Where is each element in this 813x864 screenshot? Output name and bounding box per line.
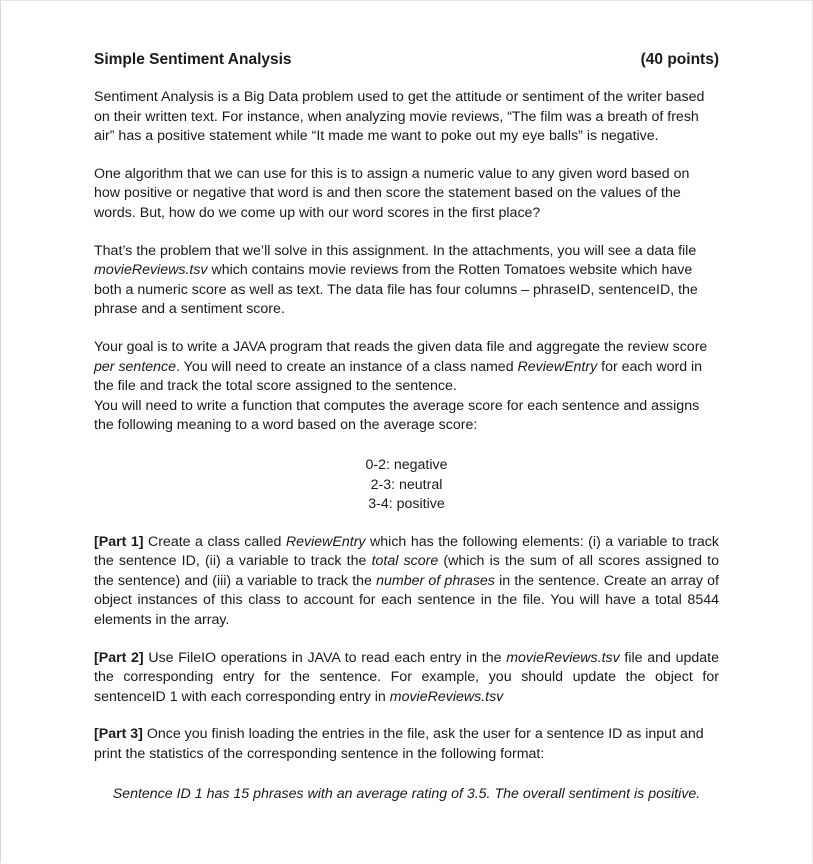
points-label: (40 points) — [640, 51, 719, 68]
part1-class-name: ReviewEntry — [285, 533, 366, 550]
part2-label: [Part 2] — [94, 649, 144, 666]
goal-class-name: ReviewEntry — [517, 358, 598, 375]
scale-item-neutral: 2-3: neutral — [370, 476, 443, 493]
data-file-name: movieReviews.tsv — [94, 262, 208, 279]
title-row — [94, 50, 719, 70]
sentiment-scale — [94, 456, 719, 515]
page-title: Simple Sentiment Analysis — [94, 51, 292, 68]
part1-number-of-phrases: number of phrases — [376, 572, 495, 589]
part1-text-b: which has the following elements: (i) a variable to track the sentence ID, (ii) a variable to track the — [94, 533, 719, 570]
part1-total-score: total score — [371, 553, 439, 570]
part1-text-d: in the sentence. Create an array of object instances of this class to account for each sentence in the file. You will have a total 8544 elements in the array. — [94, 572, 719, 629]
example-output: Sentence ID 1 has 15 phrases with an average rating of 3.5. The overall sentiment is positive. — [112, 785, 701, 802]
part1-text-c: (which is the sum of all scores assigned to the sentence) and (iii) a variable to track the — [94, 553, 719, 589]
scale-item-negative: 0-2: negative — [365, 456, 448, 473]
scale-item-positive: 3-4: positive — [368, 496, 445, 513]
part1-text-a: Create a class called — [143, 533, 286, 550]
goal-text-c: for each word in the file and track the total score assigned to the sentence. — [94, 358, 703, 395]
intro-p3-text-a: That’s the problem that we’ll solve in this assignment. In the attachments, you will see a data file — [94, 242, 697, 259]
document-body — [94, 50, 719, 804]
goal-text-a: Your goal is to write a JAVA program that reads the given data file and aggregate the review score — [94, 338, 708, 355]
intro-paragraph-2: One algorithm that we can use for this is to assign a numeric value to any given word based on how positive or negative that word is and then score the statement based on the values of the words. But, how do we come up with our word scores in the first place? — [94, 165, 690, 221]
goal-text-b: . You will need to create an instance of a class named — [176, 358, 518, 375]
goal-paragraph — [94, 338, 719, 397]
part1-paragraph — [94, 533, 719, 631]
intro-paragraph-1: Sentiment Analysis is a Big Data problem used to get the attitude or sentiment of the writer based on their written text. For instance, when analyzing movie reviews, “The film was a breath of fresh air” has a positive statement while “It made me want to poke out my eye balls” is negative. — [94, 89, 705, 145]
part1-label: [Part 1] — [94, 533, 144, 550]
part3-paragraph — [94, 725, 719, 764]
part2-text-a: Use FileIO operations in JAVA to read each entry in the — [143, 649, 507, 666]
goal-paragraph-2: You will need to write a function that computes the average score for each sentence and assigns the following meaning to a word based on the average score: — [94, 397, 700, 434]
part3-text-a: Once you finish loading the entries in the file, ask the user for a sentence ID as input and print the statistics of the corresponding sentence in the following format: — [94, 726, 704, 763]
part2-file-name: movieReviews.tsv — [506, 649, 620, 666]
intro-paragraph-3 — [94, 242, 719, 320]
part2-text-b: file and update the corresponding entry for the sentence. For example, you should update the object for sentenceID 1 with each corresponding entry in — [94, 649, 719, 705]
part3-label: [Part 3] — [94, 726, 143, 743]
goal-per-sentence: per sentence — [94, 358, 177, 375]
intro-p3-text-b: which contains movie reviews from the Rotten Tomatoes website which have both a numeric score as well as text. The data file has four columns – phraseID, sentenceID, the phrase and a sentiment score. — [94, 262, 698, 318]
part2-file-name-2: movieReviews.tsv — [389, 688, 504, 705]
part2-paragraph — [94, 649, 719, 708]
